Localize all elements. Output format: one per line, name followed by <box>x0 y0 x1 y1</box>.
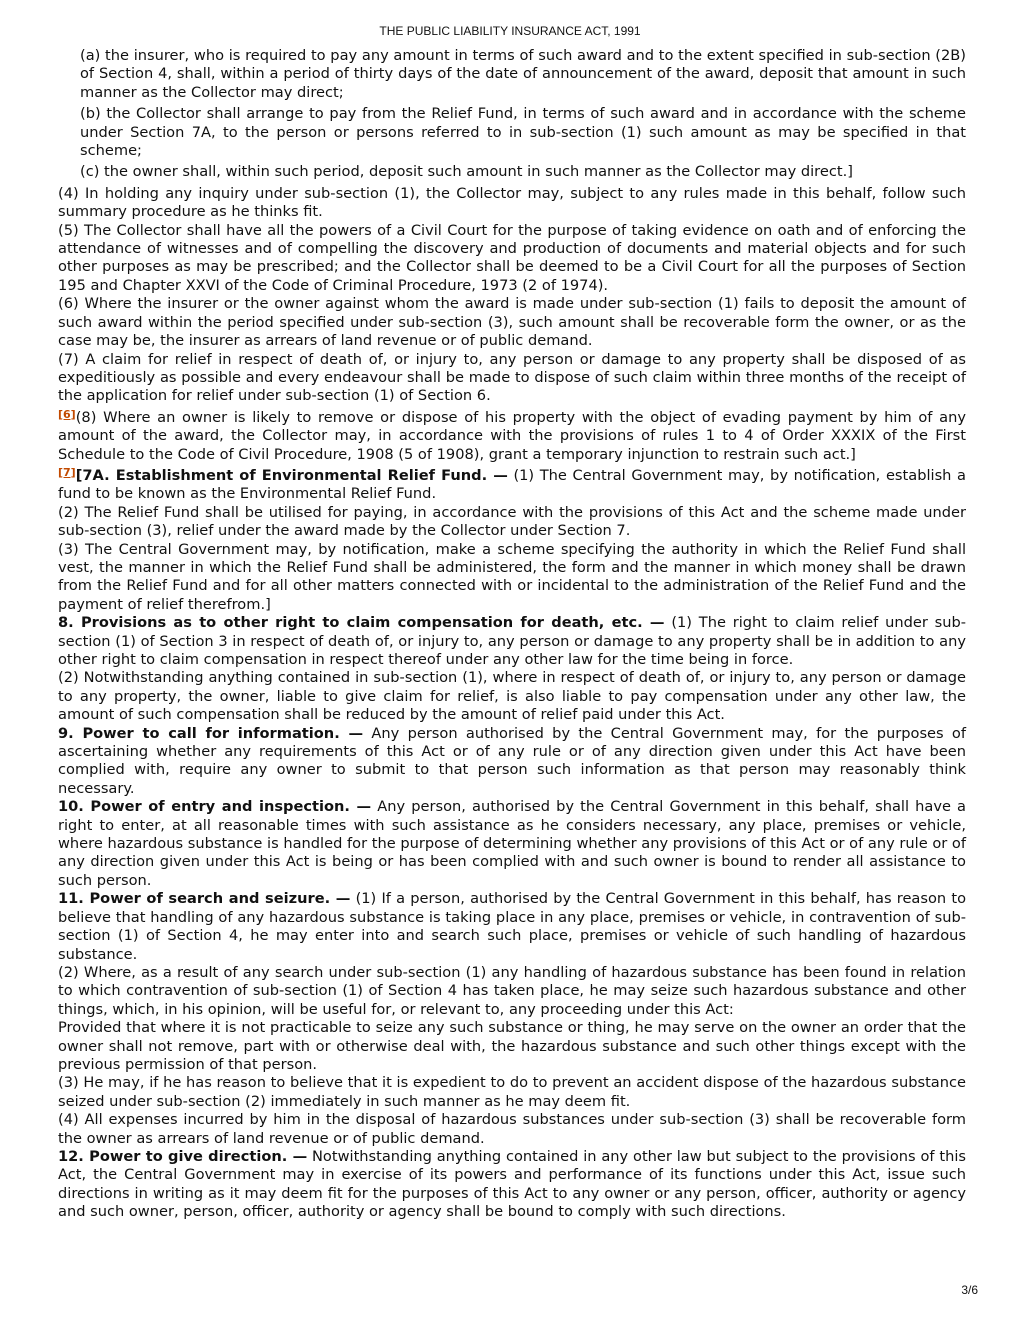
clause-c: (c) the owner shall, within such period, deposit such amount in such manner as the Collector may direct.] <box>80 163 853 181</box>
sub-section-6: (6) Where the insurer or the owner against whom the award is made under sub-section (1) fails to deposit the amount of such award within the period specified under sub-section (3), such amount shall be recoverable form the owner, or as the case may be, the insurer as arrears of land revenue or of public demand. <box>58 295 966 350</box>
section-9-heading: 9. Power to call for information. — <box>58 724 364 742</box>
page-number: 3/6 <box>961 1283 978 1297</box>
section-11-sub-2: (2) Where, as a result of any search under sub-section (1) any handling of hazardous substance has been found in relation to which contravention of sub-section (1) of Section 4 has taken place, he may seize such hazardous substance and other things, which, in his opinion, will be useful for, or relevant to, any proceeding under this Act: <box>58 963 966 1018</box>
sub-section-4: (4) In holding any inquiry under sub-section (1), the Collector may, subject to any rules made in this behalf, follow such summary procedure as he thinks fit. <box>58 184 966 221</box>
page-header-title: THE PUBLIC LIABILITY INSURANCE ACT, 1991 <box>379 24 641 38</box>
section-7a-sub-2: (2) The Relief Fund shall be utilised for paying, in accordance with the provisions of this Act and the scheme made under sub-section (3), relief under the award made by the Collector under Section 7. <box>58 503 966 540</box>
document-body <box>58 47 966 1222</box>
footnote-link-6[interactable]: [6] <box>58 407 76 421</box>
section-7a-sub-3: (3) The Central Government may, by notification, make a scheme specifying the authority in which the Relief Fund shall vest, the manner in which the Relief Fund shall be administered, the form and the manner in which money shall be drawn from the Relief Fund and for all other matters connected with or incidental to the administration of the Relief Fund and the payment of relief therefrom.] <box>58 540 966 613</box>
section-7a-sub-1: (1) The Central Government may, by notification, establish a fund to be known as the Environmental Relief Fund. <box>58 466 967 503</box>
footnote-link-7[interactable]: [7] <box>58 465 76 479</box>
section-8-heading: 8. Provisions as to other right to claim compensation for death, etc. — <box>58 614 665 632</box>
section-11-sub-1: (1) If a person, authorised by the Central Government in this behalf, has reason to believe that handling of any hazardous substance is taking place in any place, premises or vehicle, in contravention of sub-section (1) of Section 4, he may enter into and search such place, premises or vehicle of such handling of hazardous substance. <box>58 890 966 963</box>
sub-section-8 <box>58 406 966 464</box>
section-10 <box>58 798 966 890</box>
section-9-text: Any person authorised by the Central Government may, for the purposes of ascertaining whether any requirements of this Act or of any rule or of any direction given under this Act have been complied with, require any owner to submit to that person such information as that person may reasonably think necessary. <box>58 724 966 797</box>
clause-b: (b) the Collector shall arrange to pay from the Relief Fund, in terms of such award and in accordance with the scheme under Section 7A, to the person or persons referred to in sub-section (1) such amount as may be specified in that scheme; <box>80 105 966 160</box>
section-11 <box>58 890 966 964</box>
section-12 <box>58 1148 966 1222</box>
sub-section-8-text: (8) Where an owner is likely to remove or dispose of his property with the object of evading payment by him of any amount of the award, the Collector may, in accordance with the provisions of rules 1 to 4 of Order XXXIX of the First Schedule to the Code of Civil Procedure, 1908 (5 of 1908), grant a temporary injunction to restrain such act.] <box>58 408 966 463</box>
section-9 <box>58 725 966 799</box>
section-11-sub-3: (3) He may, if he has reason to believe that it is expedient to do to prevent an accident dispose of the hazardous substance seized under sub-section (2) immediately in such manner as he may deem fit. <box>58 1074 966 1110</box>
clause-a: (a) the insurer, who is required to pay any amount in terms of such award and to the extent specified in sub-section (2B) of Section 4, shall, within a period of thirty days of the date of announcement of the award, deposit that amount in such manner as the Collector may direct; <box>80 47 966 101</box>
section-10-heading: 10. Power of entry and inspection. — <box>58 798 372 816</box>
section-11-proviso: Provided that where it is not practicable to seize any such substance or thing, he may serve on the owner an order that the owner shall not remove, part with or otherwise deal with, the hazardous substance and such other things except with the previous permission of that person. <box>58 1019 966 1073</box>
sub-section-5: (5) The Collector shall have all the powers of a Civil Court for the purpose of taking evidence on oath and of enforcing the attendance of witnesses and of compelling the discovery and production of documents and material objects and for such other purposes as may be prescribed; and the Collector shall be deemed to be a Civil Court for all the purposes of Section 195 and Chapter XXVI of the Code of Criminal Procedure, 1973 (2 of 1974). <box>58 221 966 294</box>
section-11-sub-4: (4) All expenses incurred by him in the disposal of hazardous substances under sub-section (3) shall be recoverable form the owner as arrears of land revenue or of public demand. <box>58 1111 966 1147</box>
section-12-heading: 12. Power to give direction. — <box>58 1147 308 1165</box>
section-8 <box>58 614 966 669</box>
section-7a <box>58 464 966 504</box>
section-8-sub-2: (2) Notwithstanding anything contained in sub-section (1), where in respect of death of, or injury to, any person or damage to any property, the owner, liable to give claim for relief, is also liable to pay compensation under any other law, the amount of such compensation shall be reduced by the amount of relief paid under this Act. <box>58 669 966 724</box>
section-10-text: Any person, authorised by the Central Government in this behalf, shall have a right to enter, at all reasonable times with such assistance as he considers necessary, any place, premises or vehicle, where hazardous substance is handled for the purpose of determining whether any provisions of this Act or of any rule or of any direction given under this Act is being or has been complied with and such owner is bound to render all assistance to such person. <box>58 798 967 889</box>
section-11-heading: 11. Power of search and seizure. — <box>58 890 351 908</box>
sub-section-7: (7) A claim for relief in respect of death of, or injury to, any person or damage to any property shall be disposed of as expeditiously as possible and every endeavour shall be made to dispose of such claim within three months of the receipt of the application for relief under sub-section (1) of Section 6. <box>58 350 966 405</box>
section-12-text: Notwithstanding anything contained in any other law but subject to the provisions of this Act, the Central Government may in exercise of its powers and performance of its functions under this Act, issue such directions in writing as it may deem fit for the purposes of this Act to any owner or any person, officer, authority or agency and such owner, person, officer, authority or agency shall be bound to comply with such directions. <box>58 1147 966 1221</box>
section-7a-heading: [7A. Establishment of Environmental Relief Fund. — <box>75 466 508 484</box>
section-8-sub-1: (1) The right to claim relief under sub-section (1) of Section 3 in respect of death of, or injury to, any person or damage to any property shall be in addition to any other right to claim compensation in respect thereof under any other law for the time being in force. <box>58 614 966 668</box>
